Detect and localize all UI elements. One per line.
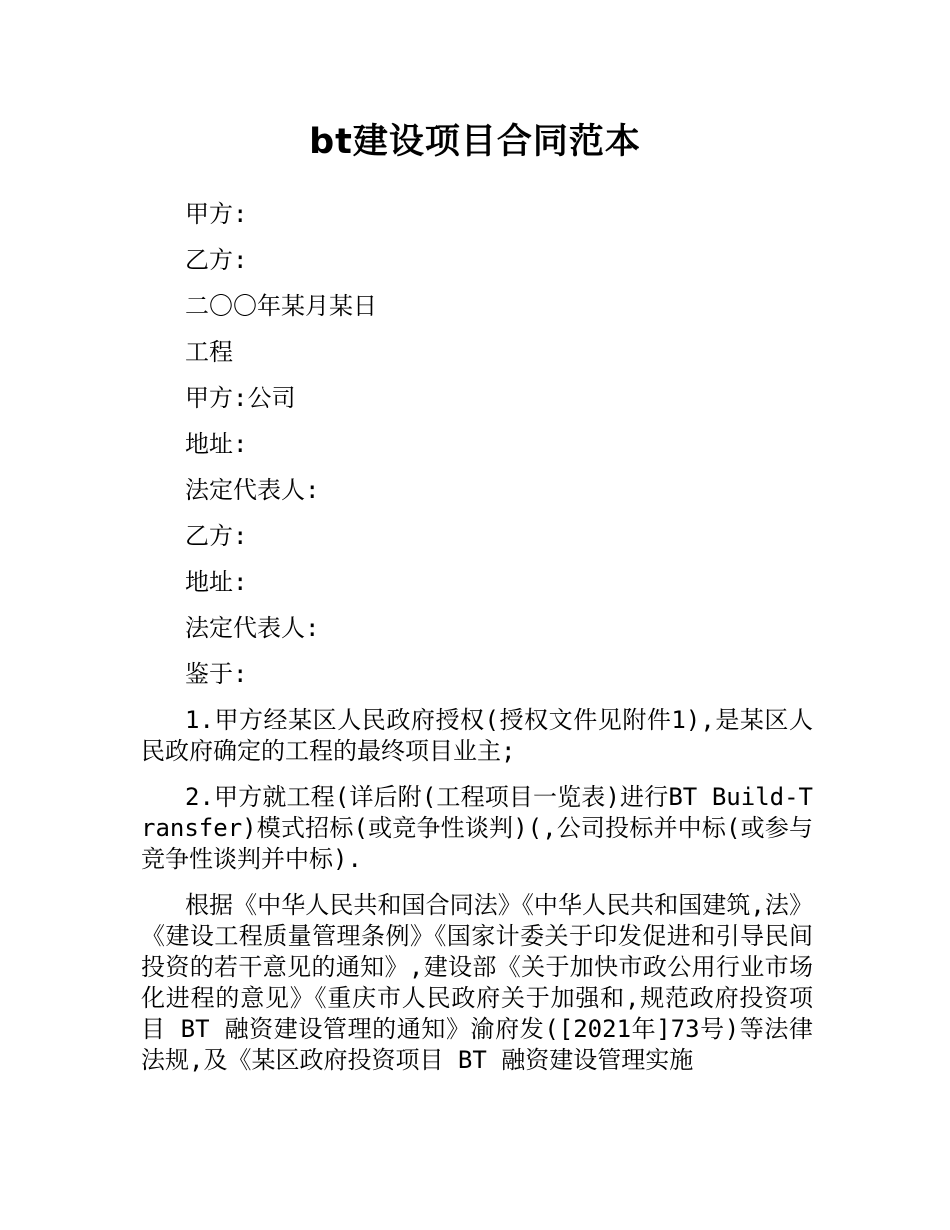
document-title: bt建设项目合同范本 [309,122,641,162]
clause-1: 1.甲方经某区人民政府授权(授权文件见附件1),是某区人民政府确定的工程的最终项目业主; [141,706,813,765]
party-a-legal-rep: 法定代表人: [185,476,320,504]
clause-2: 2.甲方就工程(详后附(工程项目一览表)进行BT Build-Transfer)模式招标(或竞争性谈判)(,公司投标并中标(或参与竞争性谈判并中标). [141,783,813,873]
party-b-label-2: 乙方: [185,522,248,550]
project-line: 工程 [185,338,233,366]
whereas-label: 鉴于: [185,660,248,688]
party-a-company: 甲方:公司 [185,384,296,412]
basis-paragraph: 根据《中华人民共和国合同法》《中华人民共和国建筑,法》《建设工程质量管理条例》《国家计委关于印发促进和引导民间投资的若干意见的通知》,建设部《关于加快市政公用行业市场化进程的意见》《重庆市人民政府关于加强和,规范政府投资项目 BT 融资建设管理的通知》渝府发([2021年]73号)等法律法规,及《某区政府投资项目 BT 融资建设管理实施 [141,891,813,1074]
party-b-label: 乙方: [185,246,248,274]
party-a-address: 地址: [185,430,248,458]
date-line: 二〇〇年某月某日 [185,292,377,320]
party-a-label: 甲方: [185,200,248,228]
party-b-address: 地址: [185,568,248,596]
document-body [141,199,813,1091]
party-b-legal-rep: 法定代表人: [185,614,320,642]
